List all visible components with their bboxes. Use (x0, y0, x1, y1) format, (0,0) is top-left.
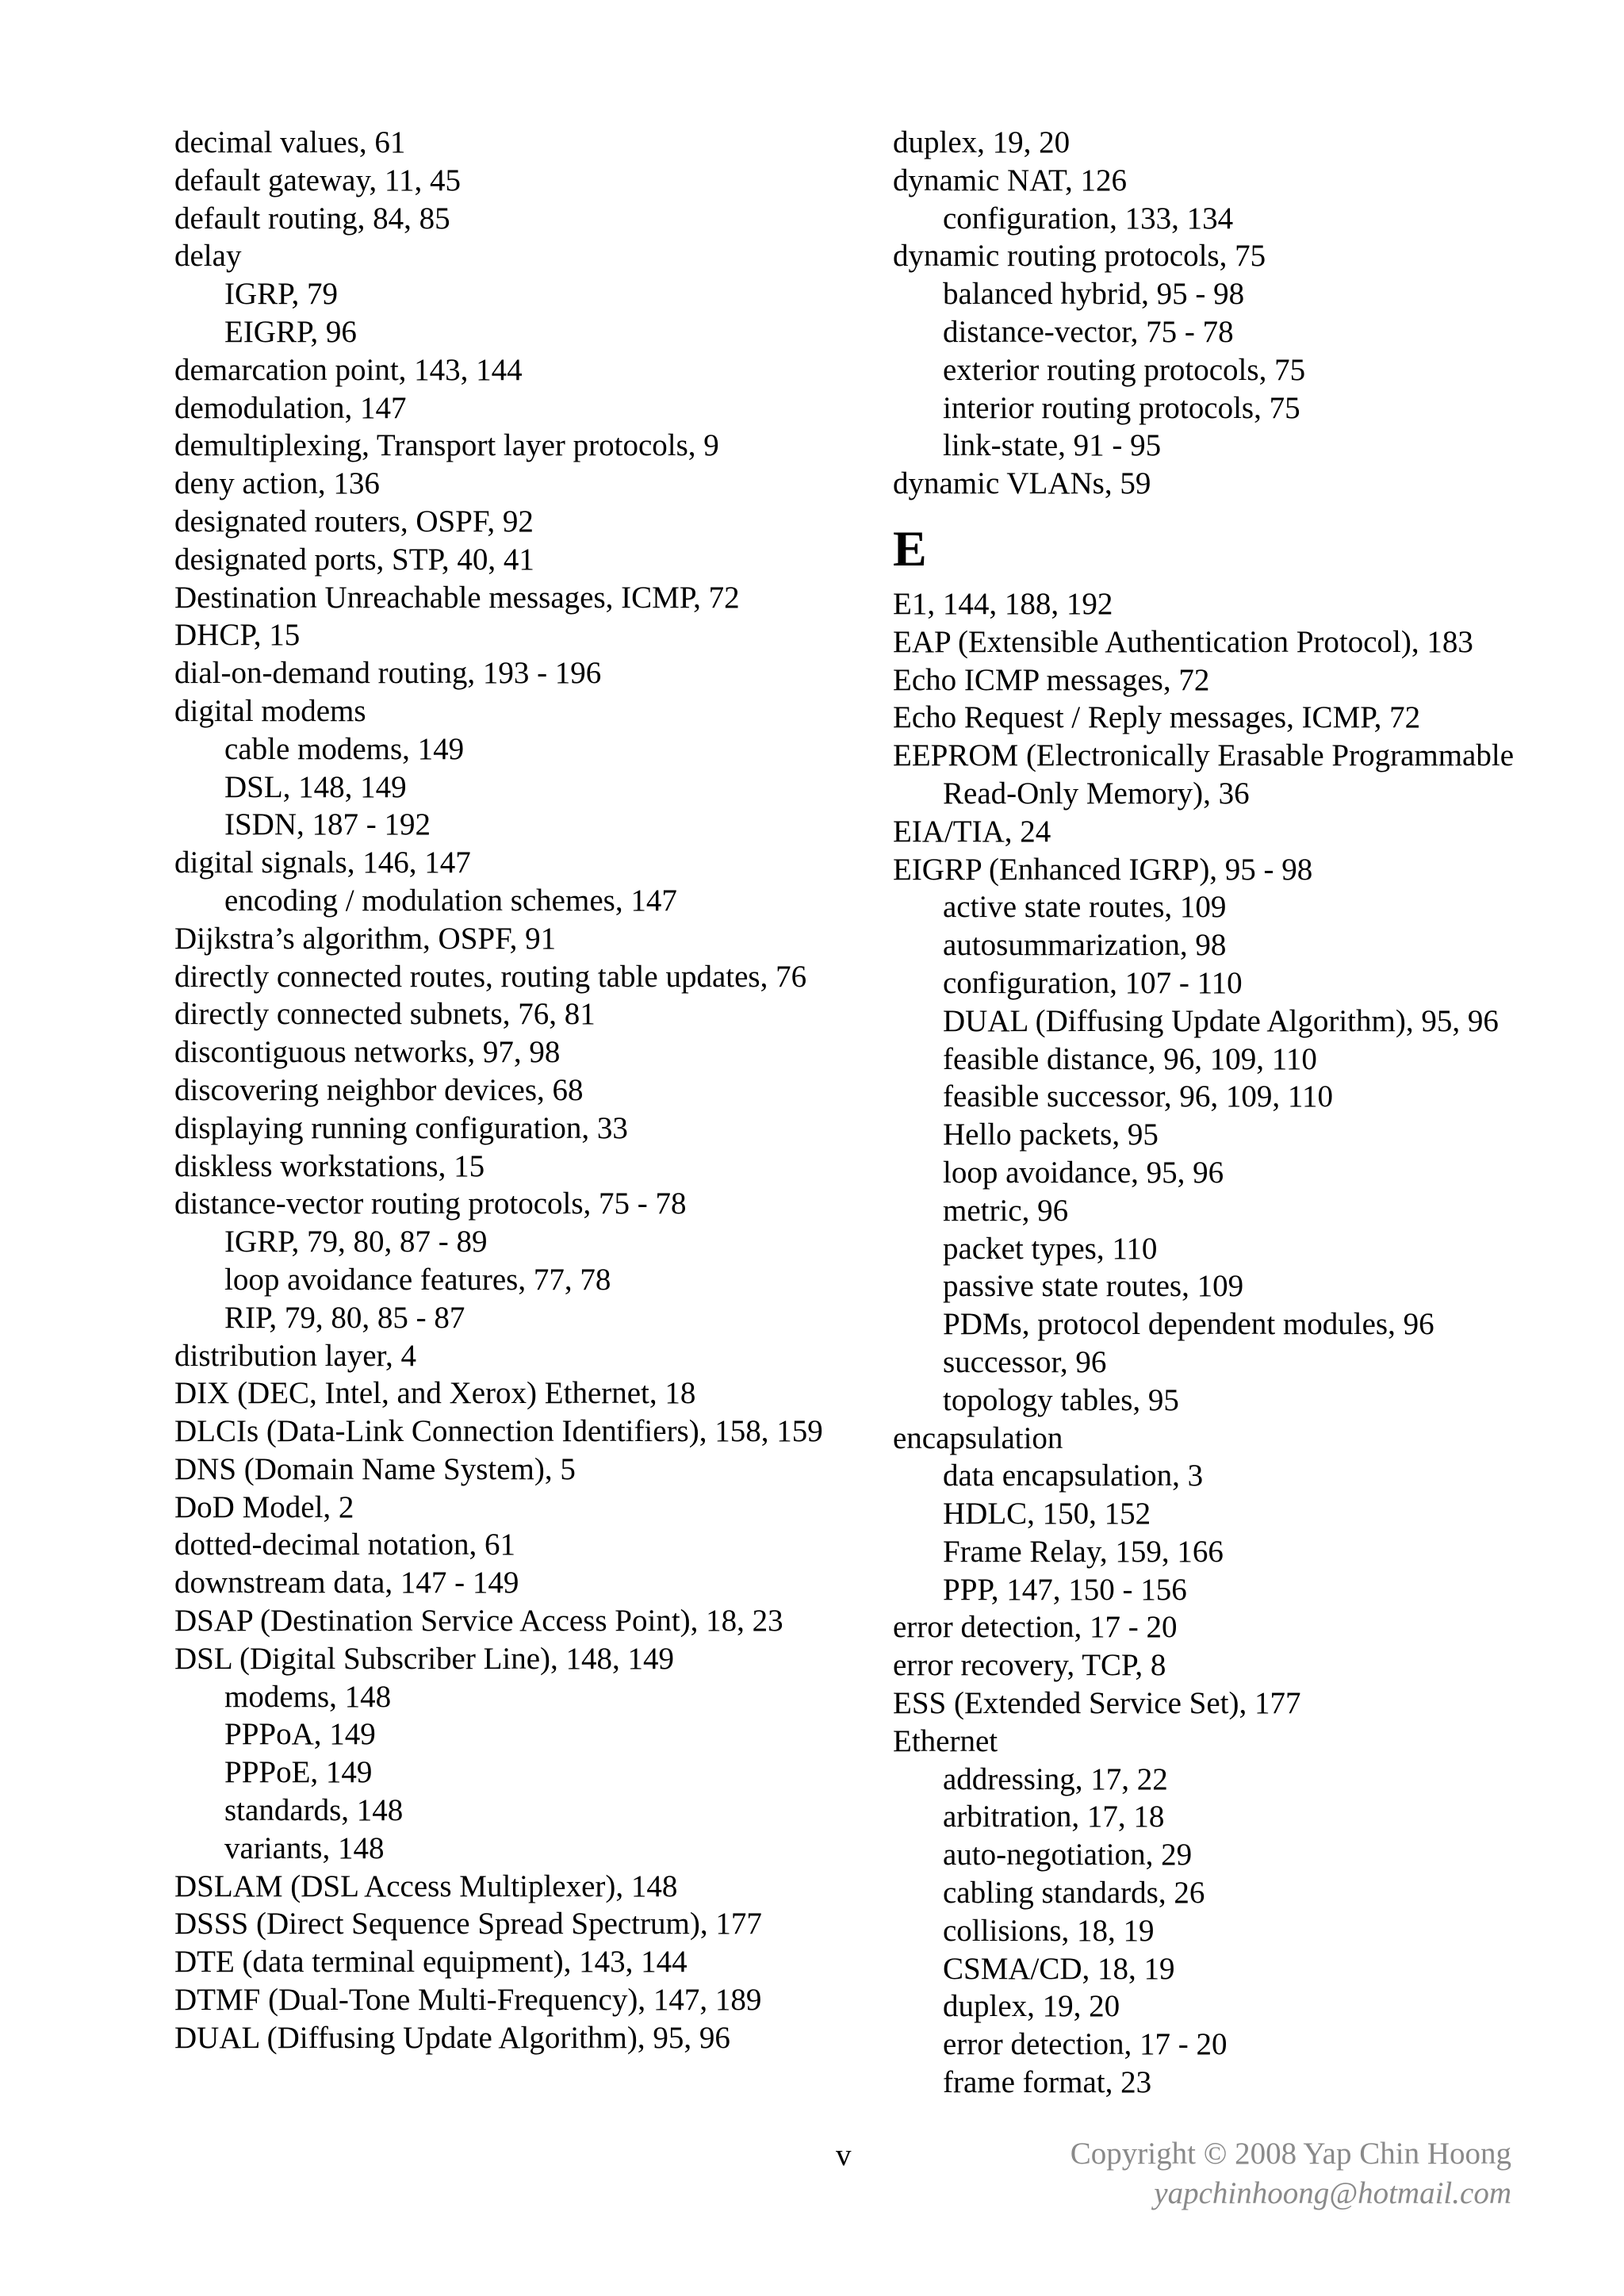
index-entry: Destination Unreachable messages, ICMP, 72 (174, 580, 740, 615)
index-subentry: autosummarization, 98 (943, 928, 1227, 963)
index-entry: encapsulation (893, 1420, 1063, 1455)
index-entry: error detection, 17 - 20 (893, 1610, 1178, 1645)
index-subentry: passive state routes, 109 (943, 1269, 1244, 1304)
index-subentry: PPPoA, 149 (224, 1717, 376, 1752)
index-entry: DUAL (Diffusing Update Algorithm), 95, 96 (174, 2020, 730, 2055)
index-subentry: feasible distance, 96, 109, 110 (943, 1041, 1317, 1076)
index-entry-list (174, 124, 872, 2057)
index-entry: DSLAM (DSL Access Multiplexer), 148 (174, 1869, 678, 1903)
index-entry: distance-vector routing protocols, 75 - 78 (174, 1186, 687, 1221)
index-entry: EEPROM (Electronically Erasable Programmable Read-Only Memory), 36 (893, 738, 1515, 811)
index-subentry: CSMA/CD, 18, 19 (943, 1951, 1175, 1986)
index-entry: directly connected routes, routing table updates, 76 (174, 959, 807, 994)
index-entry: DSAP (Destination Service Access Point), 18, 23 (174, 1604, 783, 1639)
index-entry: Ethernet (893, 1723, 998, 1758)
index-entry: designated routers, OSPF, 92 (174, 504, 534, 539)
index-subentry: exterior routing protocols, 75 (943, 352, 1306, 387)
index-entry: delay (174, 239, 242, 274)
index-subentry: PDMs, protocol dependent modules, 96 (943, 1307, 1434, 1342)
index-left-column (174, 124, 872, 2057)
index-entry: digital signals, 146, 147 (174, 845, 471, 880)
copyright-notice: Copyright © 2008 Yap Chin Hoong (1070, 2137, 1511, 2171)
page-number: v (836, 2138, 852, 2172)
index-entry: DoD Model, 2 (174, 1489, 354, 1524)
index-subentry: error detection, 17 - 20 (943, 2027, 1228, 2062)
index-subentry: ISDN, 187 - 192 (224, 807, 431, 842)
index-subentry: active state routes, 109 (943, 890, 1227, 925)
index-subentry: frame format, 23 (943, 2065, 1152, 2100)
index-entry: designated ports, STP, 40, 41 (174, 542, 534, 577)
index-subentry: IGRP, 79, 80, 87 - 89 (224, 1225, 488, 1259)
index-entry: E1, 144, 188, 192 (893, 586, 1113, 621)
index-subentry: DUAL (Diffusing Update Algorithm), 95, 96 (943, 1003, 1499, 1038)
index-subentry: interior routing protocols, 75 (943, 390, 1300, 425)
section-letter-heading: E (893, 519, 927, 577)
index-entry: DLCIs (Data-Link Connection Identifiers), 158, 159 (174, 1414, 823, 1449)
author-email: yapchinhoong@hotmail.com (1154, 2176, 1511, 2210)
index-subentry: Hello packets, 95 (943, 1117, 1159, 1152)
index-entry: demarcation point, 143, 144 (174, 352, 523, 387)
index-subentry: link-state, 91 - 95 (943, 428, 1162, 463)
index-entry: default gateway, 11, 45 (174, 163, 461, 197)
index-entry: Dijkstra’s algorithm, OSPF, 91 (174, 921, 557, 956)
index-right-column (893, 124, 1591, 2102)
index-entry: ESS (Extended Service Set), 177 (893, 1686, 1301, 1721)
index-subentry: duplex, 19, 20 (943, 1989, 1120, 2024)
index-subentry: auto-negotiation, 29 (943, 1838, 1193, 1872)
index-entry: digital modems (174, 693, 366, 728)
index-subentry: topology tables, 95 (943, 1382, 1179, 1417)
index-subentry: DSL, 148, 149 (224, 769, 407, 804)
index-entry: Echo Request / Reply messages, ICMP, 72 (893, 700, 1421, 735)
index-subentry: metric, 96 (943, 1193, 1069, 1228)
index-entry: directly connected subnets, 76, 81 (174, 997, 596, 1032)
index-subentry: distance-vector, 75 - 78 (943, 314, 1234, 349)
index-entry: dynamic VLANs, 59 (893, 466, 1151, 501)
index-entry: dynamic NAT, 126 (893, 163, 1127, 197)
index-subentry: successor, 96 (943, 1344, 1107, 1379)
index-entry: displaying running configuration, 33 (174, 1110, 628, 1145)
index-entry: demultiplexing, Transport layer protocols, 9 (174, 428, 719, 463)
index-entry: Echo ICMP messages, 72 (893, 662, 1210, 697)
index-entry: discontiguous networks, 97, 98 (174, 1035, 561, 1070)
index-subentry: HDLC, 150, 152 (943, 1497, 1151, 1531)
index-subentry: packet types, 110 (943, 1231, 1158, 1266)
index-entry: default routing, 84, 85 (174, 201, 450, 236)
index-subentry: loop avoidance, 95, 96 (943, 1155, 1224, 1190)
index-subentry: arbitration, 17, 18 (943, 1800, 1165, 1834)
index-subentry: addressing, 17, 22 (943, 1761, 1168, 1796)
index-entry: DTE (data terminal equipment), 143, 144 (174, 1945, 688, 1980)
index-entry: EIGRP (Enhanced IGRP), 95 - 98 (893, 852, 1313, 887)
index-entry: distribution layer, 4 (174, 1338, 416, 1373)
index-subentry: data encapsulation, 3 (943, 1458, 1204, 1493)
index-entry: duplex, 19, 20 (893, 125, 1071, 159)
index-entry: dynamic routing protocols, 75 (893, 239, 1266, 274)
index-subentry: IGRP, 79 (224, 277, 339, 312)
index-subentry: balanced hybrid, 95 - 98 (943, 277, 1245, 312)
index-subentry: variants, 148 (224, 1830, 385, 1865)
index-entry: dotted-decimal notation, 61 (174, 1527, 515, 1562)
index-subentry: encoding / modulation schemes, 147 (224, 883, 677, 918)
index-subentry: Frame Relay, 159, 166 (943, 1534, 1224, 1569)
index-entry: discovering neighbor devices, 68 (174, 1072, 584, 1107)
index-entry: DSL (Digital Subscriber Line), 148, 149 (174, 1641, 675, 1676)
index-subentry: collisions, 18, 19 (943, 1913, 1155, 1948)
index-subentry: cabling standards, 26 (943, 1876, 1205, 1911)
index-entry: error recovery, TCP, 8 (893, 1648, 1166, 1683)
index-entry: DHCP, 15 (174, 618, 301, 653)
index-entry: decimal values, 61 (174, 125, 406, 159)
index-entry: dial-on-demand routing, 193 - 196 (174, 656, 602, 691)
index-entry: DTMF (Dual-Tone Multi-Frequency), 147, 189 (174, 1983, 762, 2018)
index-entry: EAP (Extensible Authentication Protocol), 183 (893, 624, 1473, 659)
index-subentry: loop avoidance features, 77, 78 (224, 1262, 611, 1297)
index-subentry: RIP, 79, 80, 85 - 87 (224, 1300, 465, 1335)
index-subentry: standards, 148 (224, 1793, 404, 1828)
index-subentry: feasible successor, 96, 109, 110 (943, 1079, 1333, 1114)
index-entry: DIX (DEC, Intel, and Xerox) Ethernet, 18 (174, 1376, 696, 1411)
index-entry: DSSS (Direct Sequence Spread Spectrum), 177 (174, 1907, 762, 1941)
index-subentry: cable modems, 149 (224, 731, 465, 766)
index-entry: demodulation, 147 (174, 390, 407, 425)
index-entry: EIA/TIA, 24 (893, 814, 1051, 849)
index-subentry: configuration, 133, 134 (943, 201, 1234, 236)
index-entry-list (893, 585, 1591, 2102)
index-subentry: EIGRP, 96 (224, 314, 357, 349)
index-subentry: modems, 148 (224, 1679, 392, 1714)
index-subentry: configuration, 107 - 110 (943, 965, 1243, 1000)
index-entry: DNS (Domain Name System), 5 (174, 1451, 576, 1486)
index-subentry: PPP, 147, 150 - 156 (943, 1572, 1187, 1607)
index-entry-list (893, 124, 1591, 503)
index-entry: downstream data, 147 - 149 (174, 1566, 519, 1600)
index-subentry: PPPoE, 149 (224, 1755, 373, 1790)
index-entry: deny action, 136 (174, 466, 380, 501)
index-entry: diskless workstations, 15 (174, 1148, 485, 1183)
